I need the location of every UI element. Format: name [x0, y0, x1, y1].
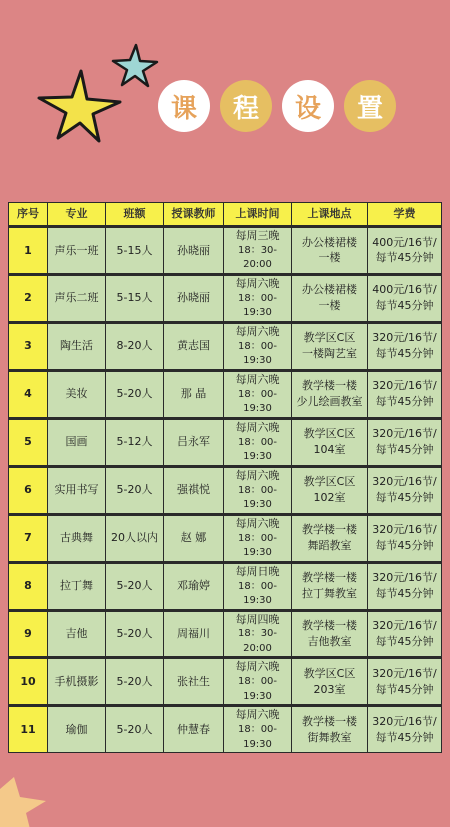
row-number-line: 6 — [24, 483, 32, 497]
fee-cell-line: 320元/16节/ — [372, 331, 437, 345]
place-cell — [292, 610, 368, 658]
fee-cell-line: 320元/16节/ — [372, 619, 437, 633]
teacher-cell-line: 吕永军 — [177, 435, 210, 449]
row-number-line: 2 — [24, 291, 32, 305]
fee-cell — [368, 514, 442, 562]
teacher-cell-line: 张社生 — [177, 674, 210, 688]
time-cell — [224, 610, 292, 658]
row-number-line: 4 — [24, 387, 32, 401]
major-cell — [48, 706, 106, 753]
class-size-cell-line: 5-15人 — [116, 291, 153, 305]
page-title — [158, 80, 396, 132]
major-cell-line: 手机摄影 — [54, 674, 99, 688]
teacher-cell — [164, 658, 224, 706]
place-cell-line: 吉他教室 — [307, 634, 352, 648]
class-size-cell-line: 20人以内 — [111, 531, 158, 545]
major-cell — [48, 466, 106, 514]
class-size-cell-line: 5-20人 — [116, 579, 153, 593]
fee-cell — [368, 658, 442, 706]
time-cell-line: 每周六晚 — [235, 324, 280, 338]
teacher-cell — [164, 514, 224, 562]
table-row — [9, 514, 442, 562]
class-size-cell-line: 5-20人 — [116, 483, 153, 497]
time-cell-line: 18：30-20:00 — [237, 244, 278, 271]
teacher-cell — [164, 466, 224, 514]
fee-cell-line: 每节45分钟 — [375, 347, 434, 361]
table-row — [9, 274, 442, 322]
class-size-cell-line: 5-20人 — [116, 387, 153, 401]
class-size-cell-line: 5-12人 — [116, 435, 153, 449]
teacher-cell-line: 赵 娜 — [180, 531, 207, 545]
row-number — [9, 370, 48, 418]
place-cell-line: 一楼 — [318, 299, 341, 313]
place-cell — [292, 322, 368, 370]
row-number — [9, 322, 48, 370]
row-number — [9, 658, 48, 706]
teacher-cell-line: 邓瑜婷 — [177, 579, 210, 593]
class-size-cell — [106, 562, 164, 610]
teacher-cell — [164, 418, 224, 466]
course-table — [8, 202, 441, 753]
header-size: 班额 — [106, 203, 164, 227]
fee-cell-line: 400元/16节/ — [372, 283, 437, 297]
time-cell — [224, 274, 292, 322]
row-number-line: 5 — [24, 435, 32, 449]
fee-cell-line: 320元/16节/ — [372, 571, 437, 585]
class-size-cell — [106, 370, 164, 418]
teacher-cell-line: 那 晶 — [180, 387, 207, 401]
teacher-cell-line: 周福川 — [177, 627, 210, 640]
class-size-cell — [106, 227, 164, 275]
major-cell — [48, 227, 106, 275]
header-place: 上课地点 — [292, 203, 368, 227]
row-number-line: 9 — [24, 627, 32, 640]
fee-cell — [368, 370, 442, 418]
teacher-cell — [164, 706, 224, 753]
fee-cell-line: 每节45分钟 — [375, 682, 434, 696]
major-cell-line: 声乐二班 — [54, 291, 99, 305]
time-cell — [224, 418, 292, 466]
fee-cell-line: 每节45分钟 — [375, 634, 434, 648]
time-cell-line: 18：00-19:30 — [237, 676, 278, 702]
place-cell-line: 教学楼一楼 — [302, 571, 357, 585]
row-number-line: 11 — [20, 722, 36, 736]
class-size-cell — [106, 322, 164, 370]
place-cell-line: 教学楼一楼 — [302, 619, 357, 633]
header-no: 序号 — [9, 203, 48, 227]
time-cell-line: 18：30-20:00 — [237, 628, 278, 654]
table-row — [9, 658, 442, 706]
time-cell — [224, 322, 292, 370]
fee-cell-line: 每节45分钟 — [375, 443, 434, 457]
fee-cell — [368, 418, 442, 466]
place-cell-line: 教学区C区 — [303, 666, 356, 680]
fee-cell-line: 320元/16节/ — [372, 714, 437, 728]
place-cell — [292, 658, 368, 706]
time-cell — [224, 658, 292, 706]
time-cell-line: 每周四晚 — [235, 612, 280, 626]
major-cell-line: 古典舞 — [60, 531, 93, 545]
place-cell-line: 一楼陶艺室 — [302, 347, 357, 361]
fee-cell-line: 400元/16节/ — [372, 235, 437, 249]
place-cell-line: 教学区C区 — [303, 427, 356, 441]
teacher-cell — [164, 610, 224, 658]
row-number — [9, 227, 48, 275]
time-cell-line: 每周六晚 — [235, 276, 280, 290]
major-cell — [48, 322, 106, 370]
place-cell-line: 教学楼一楼 — [302, 523, 357, 537]
header-teacher: 授课教师 — [164, 203, 224, 227]
fee-cell — [368, 562, 442, 610]
place-cell-line: 办公楼裙楼 — [302, 283, 357, 297]
title-char: 置 — [344, 80, 396, 132]
time-cell — [224, 466, 292, 514]
class-size-cell — [106, 610, 164, 658]
row-number-line: 3 — [24, 339, 32, 353]
class-size-cell — [106, 514, 164, 562]
place-cell — [292, 227, 368, 275]
large-star-icon — [36, 68, 122, 144]
table-row — [9, 610, 442, 658]
table-row — [9, 706, 442, 753]
header-time: 上课时间 — [224, 203, 292, 227]
table-row — [9, 322, 442, 370]
time-cell-line: 18：00-19:30 — [237, 340, 278, 367]
fee-cell-line: 每节45分钟 — [375, 491, 434, 505]
place-cell — [292, 706, 368, 753]
place-cell — [292, 562, 368, 610]
place-cell-line: 街舞教室 — [307, 730, 352, 744]
place-cell-line: 教学区C区 — [303, 475, 356, 489]
fee-cell-line: 320元/16节/ — [372, 523, 437, 537]
time-cell-line: 每周日晚 — [235, 564, 280, 578]
time-cell-line: 每周六晚 — [235, 372, 280, 386]
place-cell — [292, 418, 368, 466]
class-size-cell-line: 5-20人 — [116, 627, 153, 640]
class-size-cell-line: 5-20人 — [116, 722, 153, 736]
row-number — [9, 466, 48, 514]
time-cell-line: 18：00-19:30 — [237, 292, 278, 319]
time-cell-line: 18：00-19:30 — [237, 724, 278, 750]
time-cell — [224, 562, 292, 610]
class-size-cell — [106, 418, 164, 466]
title-char: 设 — [282, 80, 334, 132]
major-cell — [48, 610, 106, 658]
class-size-cell-line: 5-15人 — [116, 243, 153, 257]
major-cell-line: 美妆 — [65, 387, 88, 401]
teacher-cell — [164, 370, 224, 418]
class-size-cell-line: 5-20人 — [116, 674, 153, 688]
fee-cell — [368, 322, 442, 370]
fee-cell — [368, 466, 442, 514]
major-cell-line: 陶生活 — [60, 339, 93, 353]
time-cell-line: 每周六晚 — [235, 660, 280, 674]
major-cell — [48, 418, 106, 466]
time-cell-line: 每周六晚 — [235, 516, 280, 530]
time-cell-line: 18：00-19:30 — [237, 388, 278, 415]
fee-cell-line: 320元/16节/ — [372, 475, 437, 489]
place-cell-line: 203室 — [313, 682, 346, 696]
place-cell — [292, 466, 368, 514]
class-size-cell — [106, 706, 164, 753]
fee-cell — [368, 706, 442, 753]
teacher-cell — [164, 274, 224, 322]
time-cell — [224, 370, 292, 418]
row-number — [9, 514, 48, 562]
place-cell-line: 教学楼一楼 — [302, 714, 357, 728]
place-cell-line: 102室 — [313, 491, 346, 505]
fee-cell-line: 每节45分钟 — [375, 539, 434, 553]
fee-cell — [368, 274, 442, 322]
teacher-cell-line: 孙晓丽 — [177, 291, 210, 305]
row-number-line: 7 — [24, 531, 32, 545]
class-size-cell-line: 8-20人 — [116, 339, 153, 353]
teacher-cell-line: 黄志国 — [177, 339, 210, 353]
major-cell-line: 拉丁舞 — [60, 579, 93, 593]
fee-cell-line: 每节45分钟 — [375, 395, 434, 409]
corner-star-icon — [0, 767, 52, 827]
major-cell-line: 声乐一班 — [54, 243, 99, 257]
major-cell-line: 吉他 — [65, 627, 88, 640]
table-row — [9, 466, 442, 514]
teacher-cell — [164, 562, 224, 610]
time-cell-line: 每周三晚 — [235, 229, 280, 242]
fee-cell-line: 每节45分钟 — [375, 730, 434, 744]
time-cell — [224, 706, 292, 753]
time-cell-line: 18：00-19:30 — [237, 532, 278, 559]
class-size-cell — [106, 466, 164, 514]
row-number — [9, 274, 48, 322]
time-cell-line: 18：00-19:30 — [237, 484, 278, 511]
major-cell — [48, 658, 106, 706]
fee-cell-line: 320元/16节/ — [372, 379, 437, 393]
teacher-cell-line: 强祺悦 — [177, 483, 210, 497]
table-row — [9, 562, 442, 610]
place-cell — [292, 370, 368, 418]
teacher-cell — [164, 227, 224, 275]
time-cell-line: 18：00-19:30 — [237, 580, 278, 606]
title-char: 程 — [220, 80, 272, 132]
time-cell — [224, 227, 292, 275]
row-number — [9, 418, 48, 466]
fee-cell-line: 320元/16节/ — [372, 427, 437, 441]
title-char: 课 — [158, 80, 210, 132]
place-cell-line: 教学楼一楼 — [302, 379, 357, 393]
major-cell — [48, 370, 106, 418]
place-cell — [292, 274, 368, 322]
fee-cell — [368, 610, 442, 658]
place-cell-line: 104室 — [313, 443, 346, 457]
row-number — [9, 562, 48, 610]
fee-cell-line: 每节45分钟 — [375, 299, 434, 313]
time-cell — [224, 514, 292, 562]
place-cell-line: 少儿绘画教室 — [296, 395, 363, 409]
major-cell-line: 国画 — [65, 435, 88, 449]
fee-cell-line: 320元/16节/ — [372, 666, 437, 680]
row-number-line: 1 — [24, 243, 32, 257]
header-major: 专业 — [48, 203, 106, 227]
row-number — [9, 610, 48, 658]
fee-cell — [368, 227, 442, 275]
row-number-line: 8 — [24, 579, 32, 593]
place-cell-line: 一楼 — [318, 251, 341, 265]
place-cell-line: 办公楼裙楼 — [302, 235, 357, 249]
teacher-cell — [164, 322, 224, 370]
teacher-cell-line: 仲慧春 — [177, 722, 210, 736]
major-cell — [48, 514, 106, 562]
row-number-line: 10 — [20, 674, 36, 688]
header-fee: 学费 — [368, 203, 442, 227]
place-cell-line: 拉丁舞教室 — [302, 587, 357, 601]
class-size-cell — [106, 658, 164, 706]
time-cell-line: 每周六晚 — [235, 708, 280, 722]
fee-cell-line: 每节45分钟 — [375, 251, 434, 265]
major-cell-line: 瑜伽 — [65, 722, 88, 736]
fee-cell-line: 每节45分钟 — [375, 587, 434, 601]
time-cell-line: 18：00-19:30 — [237, 436, 278, 463]
table-row — [9, 370, 442, 418]
time-cell-line: 每周六晚 — [235, 468, 280, 482]
place-cell — [292, 514, 368, 562]
class-size-cell — [106, 274, 164, 322]
row-number — [9, 706, 48, 753]
major-cell — [48, 274, 106, 322]
place-cell-line: 舞蹈教室 — [307, 539, 352, 553]
teacher-cell-line: 孙晓丽 — [177, 243, 210, 257]
table-row — [9, 418, 442, 466]
place-cell-line: 教学区C区 — [303, 331, 356, 345]
table-header-row — [9, 203, 442, 227]
major-cell — [48, 562, 106, 610]
table-row — [9, 227, 442, 275]
major-cell-line: 实用书写 — [54, 483, 99, 497]
time-cell-line: 每周六晚 — [235, 420, 280, 434]
